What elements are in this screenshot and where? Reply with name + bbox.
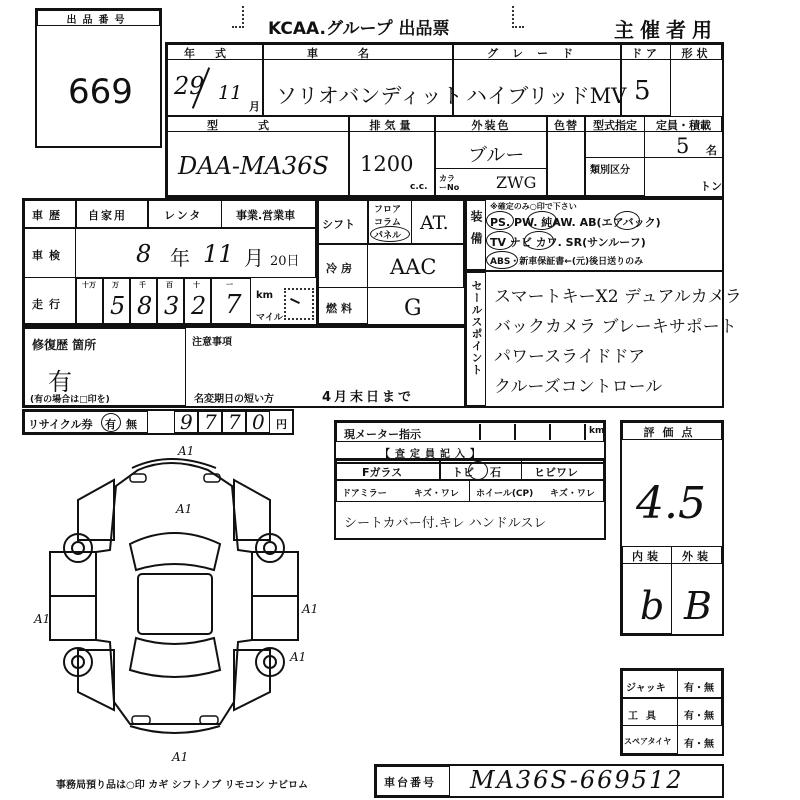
mileage-digit: 8 bbox=[137, 292, 153, 320]
sales-point-line: バックカメラ ブレーキサポート bbox=[494, 317, 737, 337]
lot-number: 669 bbox=[68, 72, 133, 112]
shape-label: 形状 bbox=[681, 47, 712, 60]
vehicle-name-value: ソリオバンディット bbox=[276, 84, 463, 108]
damage-mark-right: A1 bbox=[302, 602, 319, 616]
color-no-label: カラーNo bbox=[439, 174, 460, 192]
mileage-digit: 2 bbox=[191, 292, 207, 320]
meter-label: 現メーター指示 bbox=[344, 428, 421, 441]
recycle-have: 有 bbox=[105, 418, 116, 431]
tobi-circle bbox=[468, 461, 488, 480]
tools-status: 有・無 bbox=[684, 711, 714, 722]
inspection-month-suffix: 月 bbox=[244, 246, 264, 270]
mile-unit: マイル bbox=[256, 313, 283, 323]
mileage-digit: 7 bbox=[225, 290, 242, 320]
fuel-label: 燃料 bbox=[326, 302, 356, 315]
circle-navi bbox=[524, 231, 554, 250]
shift-value: AT. bbox=[420, 212, 449, 234]
hibi-label: ヒビワレ bbox=[534, 466, 578, 479]
inspection-year: 8 bbox=[136, 240, 152, 268]
jack-label: ジャッキ bbox=[626, 683, 666, 694]
color-no-divider bbox=[435, 168, 547, 169]
inspection-day: 20日 bbox=[270, 254, 300, 269]
category-divider bbox=[585, 157, 722, 158]
mileage-label: 走行 bbox=[32, 298, 66, 311]
mileage-digit: 3 bbox=[164, 292, 180, 320]
equipment-note: ※確定のみ○印で下さい bbox=[490, 202, 577, 211]
color-value: ブルー bbox=[468, 144, 525, 166]
month-suffix: 月 bbox=[249, 100, 260, 113]
displacement-value: 1200 bbox=[360, 152, 414, 176]
private-use-label: 自家用 bbox=[88, 209, 127, 222]
name-label: 車名 bbox=[307, 47, 409, 60]
sales-point-line: クルーズコントロール bbox=[494, 377, 663, 397]
door-label: ドア bbox=[631, 47, 661, 60]
expiry-label: 名変期日の短い方 bbox=[194, 394, 274, 405]
lot-label: 出品番号 bbox=[66, 15, 131, 26]
ac-label: 冷房 bbox=[326, 262, 356, 275]
recycle-digit: 9 bbox=[180, 410, 193, 434]
host-label: 主催者用 bbox=[614, 18, 718, 42]
yen-unit: 円 bbox=[276, 418, 287, 431]
meter-dividers bbox=[446, 424, 586, 440]
color-change-label: 色替 bbox=[554, 119, 578, 132]
damage-mark-rear: A1 bbox=[172, 750, 189, 764]
wheel-label: ホイール(CP) bbox=[476, 489, 534, 499]
corner-mark-left bbox=[232, 6, 244, 28]
rear-bumper bbox=[130, 726, 220, 733]
circle-ab bbox=[614, 211, 640, 230]
mirror-value: キズ・ワレ bbox=[414, 489, 459, 499]
recycle-digit: 7 bbox=[228, 410, 241, 434]
f-glass-label: Fガラス bbox=[362, 466, 403, 479]
jack-status: 有・無 bbox=[684, 683, 714, 694]
year-value: 29 bbox=[174, 72, 205, 100]
damage-mark-rear-side: A1 bbox=[290, 650, 307, 664]
interior-label: 内装 bbox=[632, 550, 662, 563]
expiry-value: 4月末日まで bbox=[322, 390, 415, 405]
score-value: 4.5 bbox=[636, 478, 706, 529]
model-label: 型式 bbox=[207, 119, 309, 132]
rear-window bbox=[130, 638, 220, 677]
recycle-label: リサイクル券 bbox=[28, 418, 93, 431]
wheel-value: キズ・ワレ bbox=[550, 489, 595, 499]
equipment-row-2: TV ナビ カワ. SR(サンルーフ) bbox=[490, 236, 646, 249]
grade-value: ハイブリッドMV bbox=[466, 84, 627, 108]
damage-mark-left: A1 bbox=[34, 612, 51, 626]
left-front-fender bbox=[78, 480, 114, 540]
column-label: コラム bbox=[374, 218, 401, 228]
circle-ps bbox=[486, 211, 514, 230]
recycle-digit: 7 bbox=[204, 410, 217, 434]
recycle-have-circle bbox=[101, 413, 121, 432]
business-label: 事業.営業車 bbox=[236, 209, 296, 222]
door-value: 5 bbox=[634, 76, 651, 106]
km-unit: km bbox=[256, 290, 274, 301]
caution-label: 注意事項 bbox=[192, 337, 232, 348]
digit-label-100: 百 bbox=[166, 281, 173, 289]
shift-label: シフト bbox=[322, 218, 355, 231]
corner-mark-right bbox=[512, 6, 524, 28]
car-outline bbox=[96, 463, 252, 724]
ac-value: AAC bbox=[390, 255, 437, 279]
history-label: 車歴 bbox=[32, 209, 66, 222]
score-label: 評価点 bbox=[643, 426, 701, 439]
spare-label: スペアタイヤ bbox=[624, 737, 672, 746]
ishi-label: 石 bbox=[490, 466, 501, 479]
spare-status: 有・無 bbox=[684, 739, 714, 750]
model-value: DAA-MA36S bbox=[178, 152, 329, 180]
digit-label-1: 一 bbox=[226, 281, 233, 289]
recycle-none: 無 bbox=[126, 418, 137, 431]
circle-tv bbox=[486, 231, 514, 250]
panel-circle bbox=[370, 226, 410, 242]
capacity-value: 5 bbox=[676, 134, 690, 158]
damage-mark-front: A1 bbox=[178, 444, 195, 458]
digit-label-1k: 千 bbox=[139, 281, 146, 289]
inspection-year-suffix: 年 bbox=[170, 246, 190, 270]
roof bbox=[138, 574, 212, 634]
sales-point-line: スマートキーX2 デュアルカメラ bbox=[494, 287, 742, 307]
ton-unit: トン bbox=[700, 180, 722, 193]
repair-value: 有 bbox=[48, 368, 72, 396]
exterior-color-label: 外装色 bbox=[471, 119, 511, 132]
sales-points-label: セールスポイント bbox=[470, 280, 483, 376]
chassis-label: 車台番号 bbox=[384, 776, 436, 789]
year-label: 年式 bbox=[184, 47, 246, 60]
circle-abs bbox=[486, 251, 518, 269]
damage-remarks: シートカバー付.キレ ハンドルスレ bbox=[344, 516, 547, 531]
displacement-label: 排気量 bbox=[369, 119, 415, 132]
digit-label-10k: 万 bbox=[112, 281, 119, 289]
chassis-value: MA36S-669512 bbox=[470, 766, 684, 794]
mirror-label: ドアミラー bbox=[342, 489, 387, 499]
category-label: 類別区分 bbox=[590, 165, 630, 176]
digit-label-10: 十 bbox=[193, 281, 200, 289]
tools-label: 工具 bbox=[628, 711, 664, 722]
inspection-label: 車検 bbox=[32, 249, 66, 262]
repair-note: (有の場合は□印を) bbox=[30, 395, 110, 405]
exterior-value: B bbox=[684, 584, 712, 628]
recycle-digit: 0 bbox=[252, 410, 265, 434]
damage-mark-hood: A1 bbox=[176, 502, 193, 516]
month-value: 11 bbox=[218, 82, 243, 104]
exterior-label: 外装 bbox=[682, 550, 712, 563]
meter-km-unit: km bbox=[589, 426, 605, 436]
sales-point-line: パワースライドドア bbox=[494, 347, 646, 367]
car-diagram bbox=[20, 440, 330, 770]
inspection-month: 11 bbox=[203, 240, 234, 268]
inspector-label: 【査定員記入】 bbox=[380, 449, 485, 460]
fuel-value: G bbox=[404, 296, 422, 321]
tobi-label: トビ bbox=[452, 466, 474, 479]
right-front-fender bbox=[234, 480, 270, 540]
capacity-unit: 名 bbox=[706, 144, 717, 157]
circle-pw bbox=[527, 211, 557, 230]
keys-note: 事務局預り品は○印 カギ シフトノブ リモコン ナビロム bbox=[56, 780, 309, 791]
capacity-label: 定員・積載 bbox=[656, 119, 711, 132]
interior-value: b bbox=[640, 584, 665, 628]
digit-label-100k: 十万 bbox=[82, 281, 96, 289]
cc-unit: c.c. bbox=[410, 182, 428, 192]
windshield bbox=[130, 533, 220, 570]
rental-label: レンタ bbox=[164, 209, 203, 222]
repair-label: 修復歴 箇所 bbox=[32, 338, 97, 352]
equipment-row-1: PS. PW. 純AW. AB(エアバック) bbox=[490, 216, 661, 229]
group-title: KCAA.グループ 出品票 bbox=[268, 19, 450, 39]
floor-label: フロア bbox=[374, 205, 402, 215]
color-no-value: ZWG bbox=[496, 173, 537, 192]
model-designation-label: 型式指定 bbox=[593, 119, 637, 132]
grade-label: グレード bbox=[487, 47, 587, 60]
equipment-row-3: ABS・新車保証書←(元)後日送りのみ bbox=[490, 257, 644, 267]
mileage-digit: 5 bbox=[110, 292, 126, 320]
panel-label: パネル bbox=[374, 231, 402, 241]
equipment-label: 装備 bbox=[469, 210, 483, 254]
